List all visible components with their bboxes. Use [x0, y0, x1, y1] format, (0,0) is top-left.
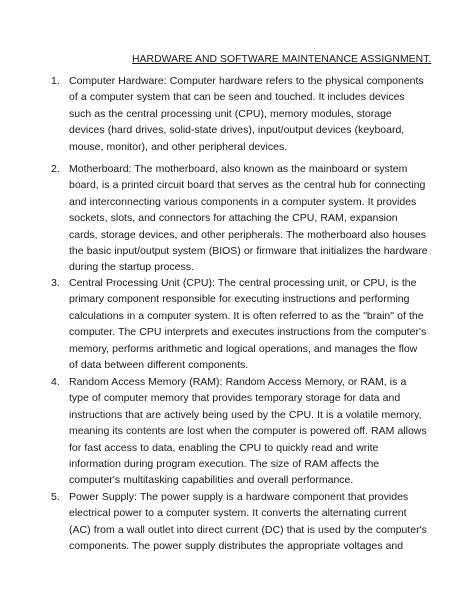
list-item-text: Motherboard: The motherboard, also known as the mainboard or system board, is a printed circuit board that serves as the central hub for connecting and interconnecting various components in a computer system. It provides sockets, slots, and connectors for attaching the CPU, RAM, expansion cards, storage devices, and other peripherals. The motherboard also houses the basic input/output system (BIOS) or firmware that initializes the hardware during the startup process.	[69, 163, 428, 274]
document-title: HARDWARE AND SOFTWARE MAINTENANCE ASSIGNMENT.	[132, 54, 432, 65]
list-item-motherboard	[51, 161, 429, 276]
list-item-ram	[51, 374, 429, 489]
list-item-number: 3.	[51, 277, 60, 289]
list-item-cpu	[51, 275, 429, 373]
list-item-number: 1.	[51, 75, 60, 87]
list-item-text: Power Supply: The power supply is a hardware component that provides electrical power to a computer system. It converts the alternating current (AC) from a wall outlet into direct current (DC) that is used by the computer's components. The power supply distributes the appropriate voltages and	[69, 491, 427, 553]
list-item-text: Random Access Memory (RAM): Random Access Memory, or RAM, is a type of computer memory that provides temporary storage for data and instructions that are actively being used by the CPU. It is a volatile memory, meaning its contents are lost when the computer is powered off. RAM allows for fast access to data, enabling the CPU to quickly read and write information during program execution. The size of RAM affects the computer's multitasking capabilities and overall performance.	[69, 376, 427, 487]
list-item-text: Computer Hardware: Computer hardware refers to the physical components of a computer system that can be seen and touched. It includes devices such as the central processing unit (CPU), memory modules, storage devices (hard drives, solid-state drives), input/output devices (keyboard, mouse, monitor), and other peripheral devices.	[69, 75, 424, 153]
list-item-number: 2.	[51, 163, 60, 175]
list-item-text: Central Processing Unit (CPU): The central processing unit, or CPU, is the primary component responsible for executing instructions and performing calculations in a computer system. It is often referred to as the "brain" of the computer. The CPU interprets and executes instructions from the computer's memory, performs arithmetic and logical operations, and manages the flow of data between different components.	[69, 277, 427, 372]
list-item-number: 4.	[51, 376, 60, 388]
list-item-computer-hardware	[51, 73, 429, 155]
list-item-power-supply	[51, 489, 429, 555]
list-item-number: 5.	[51, 491, 60, 503]
